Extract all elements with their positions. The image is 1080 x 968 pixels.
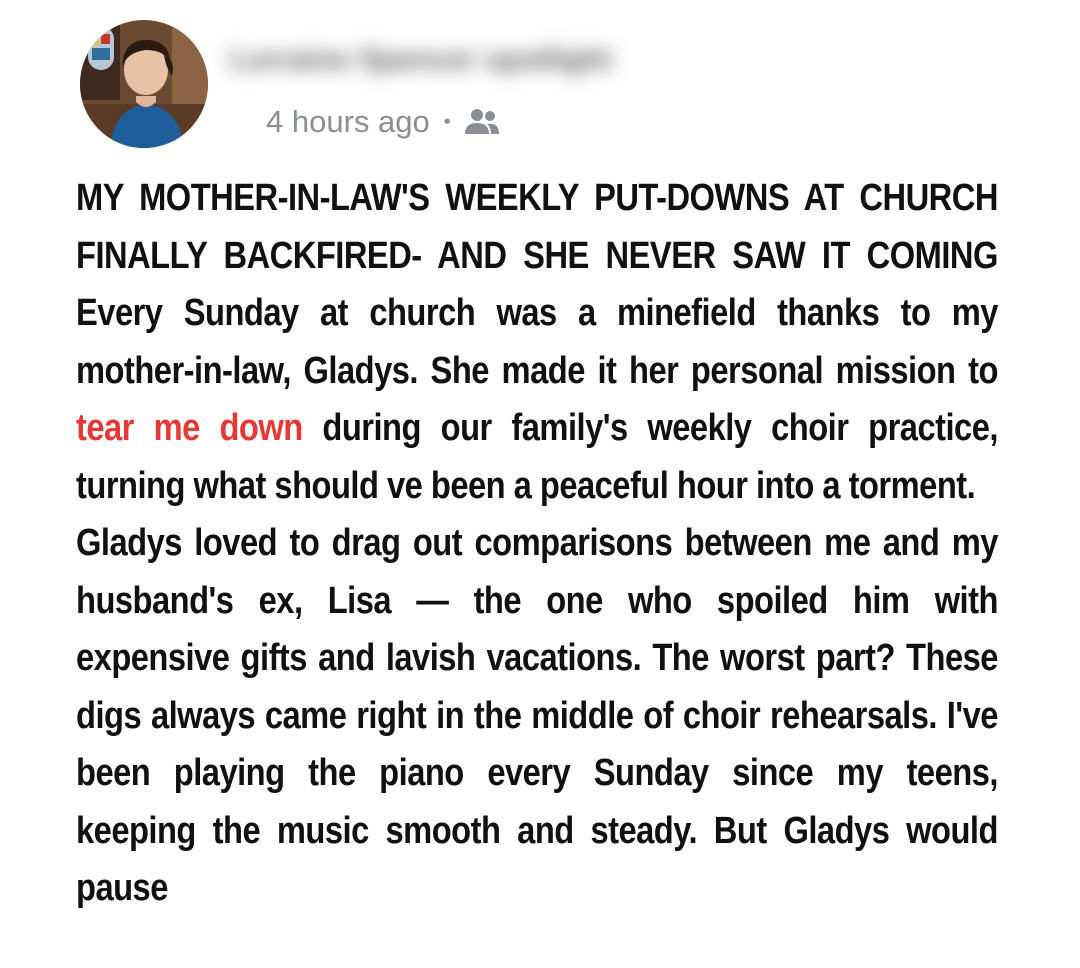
post-body — [76, 170, 998, 918]
author-name[interactable]: Lorraine Spencer spotlight — [230, 43, 612, 76]
post-header — [80, 20, 1000, 148]
post-text-after-highlight: during our family's weekly choir practice, turning what should ve been a peaceful hour into a torment. — [76, 407, 998, 507]
post-text-before-highlight: Every Sunday at church was a minefield thanks to my mother-in-law, Gladys. She made it her personal mission to — [76, 292, 998, 392]
post-meta — [266, 102, 501, 142]
friends-icon[interactable] — [463, 107, 501, 137]
post-paragraph-2: Gladys loved to drag out comparisons between me and my husband's ex, Lisa — the one who spoiled him with expensive gifts and lavish vacations. The worst part? These digs always came right in the middle of choir rehearsals. I've been playing the piano every Sunday since my teens, keeping the music smooth and steady. But Gladys would pause — [76, 522, 998, 909]
post-paragraph-1 — [76, 170, 998, 515]
post-timestamp[interactable]: 4 hours ago — [266, 104, 430, 139]
avatar[interactable] — [80, 20, 208, 148]
avatar-photo — [80, 20, 208, 148]
meta-separator: • — [443, 111, 451, 133]
post-highlight-text: tear me down — [76, 407, 303, 449]
post-headline: MY MOTHER-IN-LAW'S WEEKLY PUT-DOWNS AT CHURCH FINALLY BACKFIRED- AND SHE NEVER SAW IT COMING — [76, 177, 998, 277]
